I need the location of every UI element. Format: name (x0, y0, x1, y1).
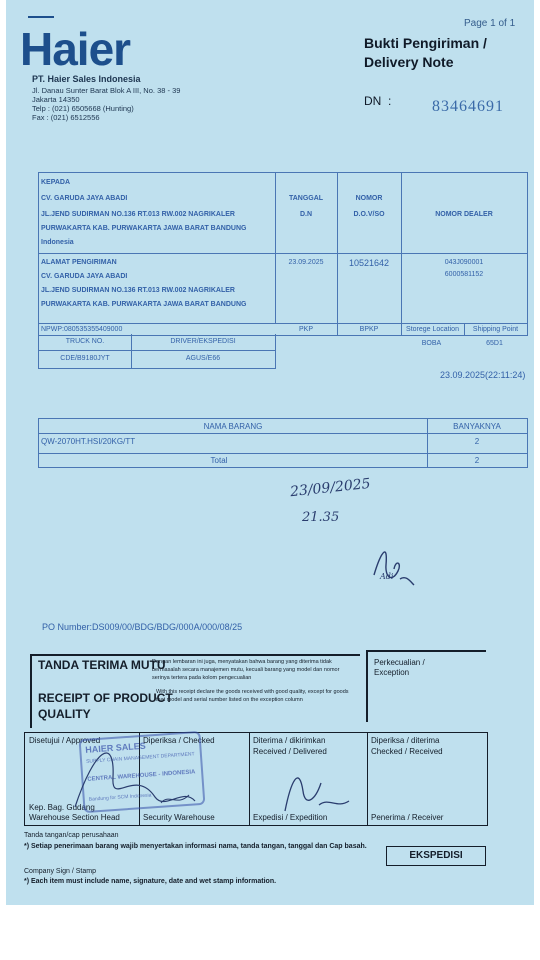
exception-box (366, 650, 486, 722)
page-number: Page 1 of 1 (464, 18, 516, 29)
divider (39, 323, 527, 324)
receipt-desc-en: With this receipt declare the goods received with good quality, except for goods that model and serial number listed on the exception column (156, 689, 349, 703)
shipping-value: 65D1 (486, 340, 503, 347)
sig-receiver: Penerima / Receiver (371, 813, 444, 822)
divider (39, 253, 527, 254)
delivery-note-document (6, 0, 534, 905)
col-storage-location: Storege Location (406, 326, 459, 333)
sig-security: Security Warehouse (143, 813, 215, 822)
stamp-line: HAIER SALES (84, 740, 147, 755)
truck-table (38, 334, 276, 369)
dealer-value-2: 6000581152 (444, 271, 484, 278)
sig-checked-label: Diperiksa / Checked (143, 736, 215, 745)
sig-delivered-label: Diterima / dikirimkan (253, 736, 326, 745)
title-line-en: Delivery Note (364, 54, 454, 70)
recipient-address: JL.JEND SUDIRMAN NO.136 RT.013 RW.002 NAGRIKALER (41, 211, 235, 218)
sig-received-label: Diperiksa / diterima (371, 736, 440, 745)
col-driver: DRIVER/EKSPEDISI (170, 338, 236, 345)
receipt-desc-id: Dengan lembaran ini juga, menyatakan bahwa barang yang diterima tidak bermasalah secara manajemen mutu, kecuali barang yang model dan nomor serinya tertera pada kolom pengecualian (152, 659, 340, 681)
recipient-label: KEPADA (41, 179, 71, 186)
stamp-line: SUPPLY CHAIN MANAGEMENT DEPARTMENT (85, 751, 195, 765)
address-line: Jakarta 14350 (32, 95, 80, 104)
recipient-address: PURWAKARTA KAB. PURWAKARTA JAWA BARAT BANDUNG (41, 225, 247, 232)
sign-label: Company Sign / Stamp (24, 868, 96, 875)
recipient-country: Indonesia (41, 239, 74, 246)
shipment-info-table (38, 172, 528, 336)
divider (39, 433, 527, 434)
po-number: PO Number:DS009/00/BDG/BDG/000A/000/08/25 (42, 622, 243, 632)
company-name: PT. Haier Sales Indonesia (32, 74, 141, 84)
storage-value: BOBA (421, 340, 442, 347)
ekspedisi-box: EKSPEDISI (386, 846, 486, 866)
handwritten-date: 23/09/2025 (289, 475, 372, 501)
ship-to-address: JL.JEND SUDIRMAN NO.136 RT.013 RW.002 NAGRIKALER (41, 287, 235, 294)
sig-expedition: Expedisi / Expedition (253, 813, 328, 822)
sig-received-label-en: Checked / Received (371, 747, 443, 756)
logo-accent-line (28, 16, 54, 18)
col-tanggal: TANGGAL (288, 195, 324, 202)
note-en: *) Each item must include name, signature, date and wet stamp information. (24, 878, 277, 885)
receipt-title-id: TANDA TERIMA MUTU (38, 658, 166, 672)
stamp-line: CENTRAL WAREHOUSE - INDONESIA (87, 769, 196, 783)
address-line: Jl. Danau Sunter Barat Blok A III, No. 38 - 39 (32, 86, 181, 95)
dn-label: DN : (364, 94, 392, 108)
total-label: Total (210, 456, 228, 465)
ship-to-address: PURWAKARTA KAB. PURWAKARTA JAWA BARAT BANDUNG (41, 301, 247, 308)
stamp-label: Tanda tangan/cap perusahaan (24, 832, 119, 839)
sig-section-head-en: Warehouse Section Head (29, 813, 120, 822)
receipt-top-rule (30, 654, 360, 656)
signature-table (24, 732, 488, 826)
title-line-id: Bukti Pengiriman / (364, 35, 487, 51)
phone-line: Telp : (021) 6505668 (Hunting) (32, 104, 134, 113)
col-nama-barang: NAMA BARANG (203, 422, 263, 431)
item-qty: 2 (474, 437, 480, 446)
item-name: QW-2070HT.HSI/20KG/TT (41, 437, 136, 446)
approval-signature-icon (65, 737, 215, 821)
receipt-title-en-line: RECEIPT OF PRODUCT (38, 691, 173, 705)
divider (39, 453, 527, 454)
company-address (32, 86, 180, 122)
receipt-bracket (30, 654, 32, 728)
col-shipping-point: Shipping Point (472, 326, 519, 333)
col-truck-no: TRUCK NO. (65, 338, 105, 345)
sig-section-head-id: Kep. Bag. Gudang (29, 803, 95, 812)
col-dn: D.N (299, 211, 313, 218)
receipt-title-en (38, 690, 173, 722)
driver-value: AGUS/E66 (185, 355, 221, 362)
expedition-signature-icon (275, 761, 355, 817)
npwp: NPWP:080535355409000 (41, 326, 123, 333)
handwritten-signature-icon (366, 535, 426, 595)
divider (249, 733, 250, 825)
total-qty: 2 (474, 456, 480, 465)
divider (367, 733, 368, 825)
divider (401, 173, 402, 335)
handwritten-mark: Adi (380, 572, 394, 581)
receipt-title-en-line: QUALITY (38, 707, 91, 721)
ship-to-label: ALAMAT PENGIRIMAN (41, 259, 117, 266)
exception-label-en: Exception (374, 668, 410, 677)
col-banyaknya: BANYAKNYA (453, 422, 501, 431)
sig-approved-label: Disetujui / Approved (29, 736, 101, 745)
ship-to-name: CV. GARUDA JAYA ABADI (41, 273, 128, 280)
divider (39, 350, 275, 351)
dn-number: 83464691 (432, 98, 504, 115)
col-bpkp: BPKP (359, 326, 379, 333)
col-pkp: PKP (298, 326, 313, 333)
handwritten-time: 21.35 (302, 510, 340, 525)
tanggal-value: 23.09.2025 (288, 259, 324, 266)
recipient-name: CV. GARUDA JAYA ABADI (41, 195, 128, 202)
note-id: *) Setiap penerimaan barang wajib menyertakan informasi nama, tanda tangan, tanggal dan Cap basah. (24, 843, 367, 850)
exception-label: Perkecualian / (374, 658, 425, 667)
col-dovso: D.O.V/SO (353, 211, 385, 218)
print-timestamp: 23.09.2025(22:11:24) (440, 370, 526, 380)
col-nomor-dealer: NOMOR DEALER (435, 211, 493, 218)
nomor-value: 10521642 (348, 258, 390, 268)
items-table (38, 418, 528, 468)
truck-value: CDE/B9180JYT (60, 355, 110, 362)
haier-logo: Haier (20, 23, 131, 75)
col-nomor: NOMOR (355, 195, 383, 202)
fax-line: Fax : (021) 6512556 (32, 113, 100, 122)
sig-delivered-label-en: Received / Delivered (253, 747, 327, 756)
dealer-value-1: 043J090001 (444, 259, 484, 266)
document-title (364, 34, 487, 72)
stamp-line: Bandung for SCM Indonesia (88, 792, 152, 803)
